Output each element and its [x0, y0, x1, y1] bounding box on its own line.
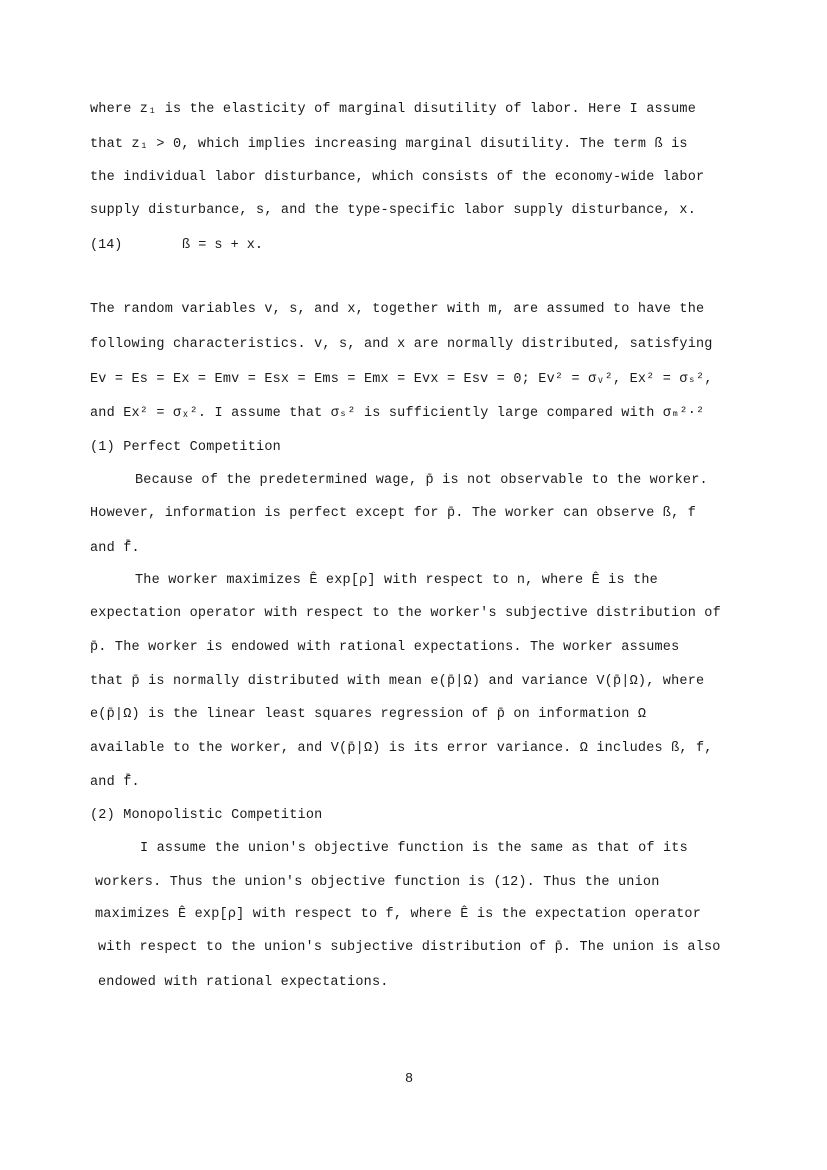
text-line: I assume the union's objective function is the same as that of its — [140, 841, 688, 856]
text-line: workers. Thus the union's objective function is (12). Thus the union — [95, 875, 660, 890]
section-heading: (2) Monopolistic Competition — [90, 808, 323, 823]
text-line: available to the worker, and V(p̄|Ω) is its error variance. Ω includes ß, f, — [90, 741, 713, 756]
text-line: the individual labor disturbance, which consists of the economy-wide labor — [90, 170, 705, 185]
text-line: p̄. The worker is endowed with rational expectations. The worker assumes — [90, 640, 680, 655]
text-line: with respect to the union's subjective distribution of p̄. The union is also — [98, 940, 721, 955]
text-line: supply disturbance, s, and the type-specific labor supply disturbance, x. — [90, 203, 696, 218]
text-line: and f̄. — [90, 775, 140, 790]
text-line: that z₁ > 0, which implies increasing marginal disutility. The term ß is — [90, 137, 688, 152]
text-line: The random variables v, s, and x, together with m, are assumed to have the — [90, 302, 705, 317]
text-line: The worker maximizes Ê exp[ρ] with respect to n, where Ê is the — [135, 573, 658, 588]
text-line: and Ex² = σₓ². I assume that σₛ² is sufficiently large compared with σₘ²·² — [90, 406, 705, 421]
text-line: endowed with rational expectations. — [98, 975, 389, 990]
text-line: Because of the predetermined wage, p̄ is not observable to the worker. — [135, 473, 708, 488]
text-line: where z₁ is the elasticity of marginal disutility of labor. Here I assume — [90, 102, 696, 117]
text-line: However, information is perfect except for p̄. The worker can observe ß, f — [90, 506, 696, 521]
equation-body: ß = s + x. — [182, 238, 264, 253]
text-line: Ev = Es = Ex = Emv = Esx = Ems = Emx = Evx = Esv = 0; Ev² = σᵥ², Ex² = σₛ², — [90, 372, 713, 387]
text-line: maximizes Ê exp[ρ] with respect to f, where Ê is the expectation operator — [95, 907, 701, 922]
section-heading: (1) Perfect Competition — [90, 440, 281, 455]
text-line: expectation operator with respect to the worker's subjective distribution of — [90, 606, 721, 621]
text-line: that p̄ is normally distributed with mean e(p̄|Ω) and variance V(p̄|Ω), where — [90, 674, 705, 689]
text-line: and f̄. — [90, 541, 140, 556]
text-line: e(p̄|Ω) is the linear least squares regression of p̄ on information Ω — [90, 707, 647, 722]
page-number: 8 — [405, 1072, 414, 1087]
text-line: following characteristics. v, s, and x are normally distributed, satisfying — [90, 337, 713, 352]
equation-number: (14) — [90, 238, 123, 253]
